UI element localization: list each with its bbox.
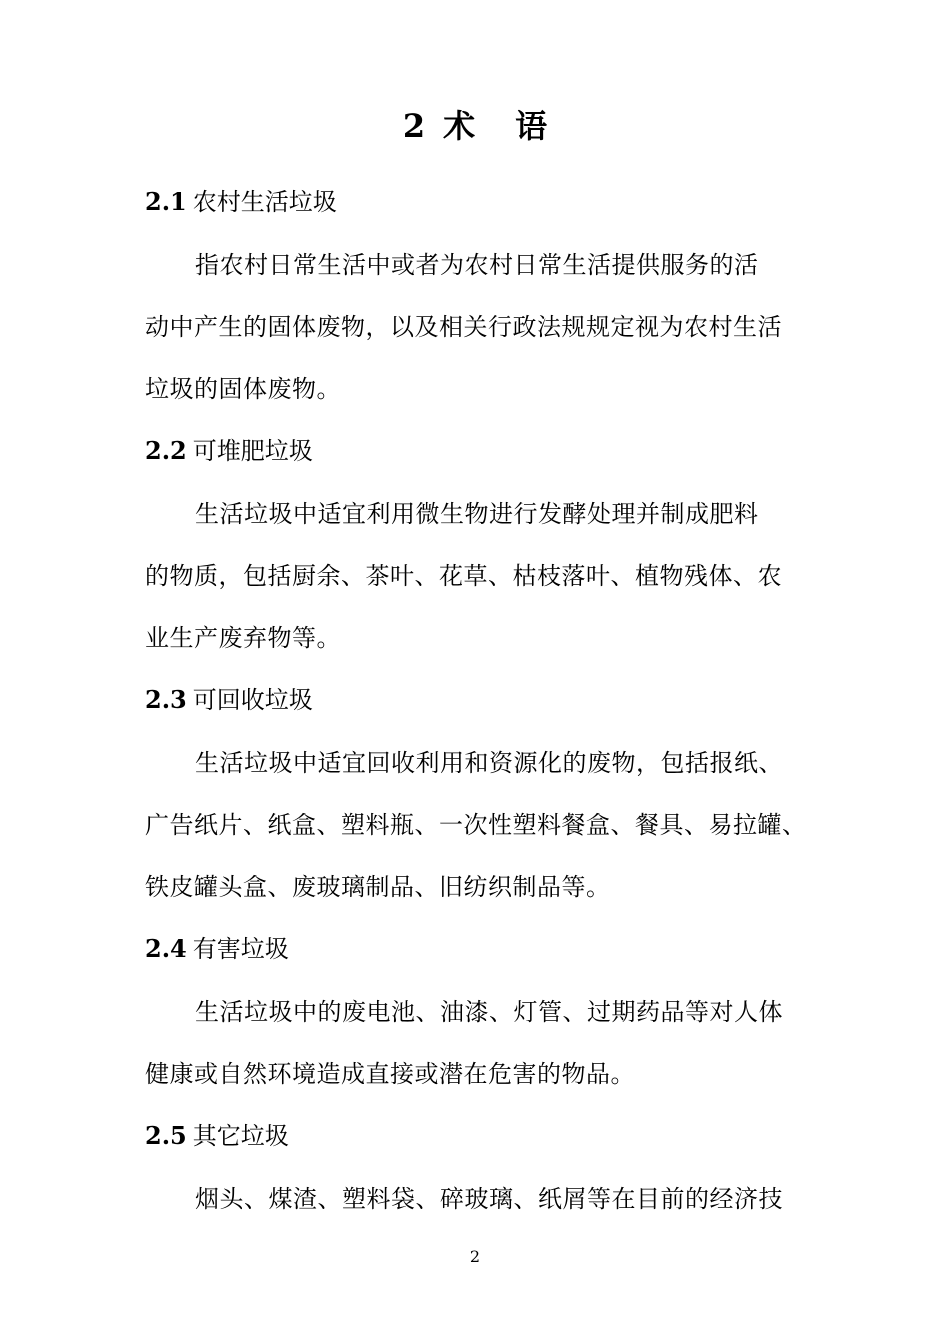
section-number: 2.4 — [145, 934, 187, 963]
section-heading — [145, 186, 337, 218]
chapter-title — [0, 104, 950, 148]
page-number: 2 — [469, 1247, 481, 1266]
section-heading — [145, 1120, 289, 1152]
paragraph-line: 广告纸片、纸盒、塑料瓶、一次性塑料餐盒、餐具、易拉罐、 — [145, 811, 807, 839]
section-number: 2.5 — [145, 1121, 187, 1150]
paragraph-line: 的物质，包括厨余、茶叶、花草、枯枝落叶、植物残体、农 — [145, 562, 782, 590]
section-number: 2.3 — [145, 685, 187, 714]
paragraph-line: 垃圾的固体废物。 — [145, 375, 341, 403]
section-heading — [145, 933, 289, 965]
section-number: 2.1 — [145, 187, 187, 216]
paragraph-line: 铁皮罐头盒、废玻璃制品、旧纺织制品等。 — [145, 873, 611, 901]
section-title: 可回收垃圾 — [192, 686, 313, 714]
paragraph-line: 生活垃圾中适宜利用微生物进行发酵处理并制成肥料 — [195, 500, 759, 528]
section-heading — [145, 684, 313, 716]
chapter-title-char: 语 — [515, 107, 548, 145]
chapter-title-char: 术 — [443, 107, 476, 145]
section-number: 2.2 — [145, 436, 187, 465]
paragraph-line: 生活垃圾中适宜回收利用和资源化的废物，包括报纸、 — [195, 749, 783, 777]
section-title: 其它垃圾 — [192, 1122, 289, 1150]
section-title: 农村生活垃圾 — [192, 188, 337, 216]
paragraph-line: 动中产生的固体废物，以及相关行政法规规定视为农村生活 — [145, 313, 782, 341]
paragraph-line: 生活垃圾中的废电池、油漆、灯管、过期药品等对人体 — [195, 998, 783, 1026]
paragraph-line: 业生产废弃物等。 — [145, 624, 341, 652]
paragraph-line: 烟头、煤渣、塑料袋、碎玻璃、纸屑等在目前的经济技 — [195, 1185, 783, 1213]
paragraph-line: 指农村日常生活中或者为农村日常生活提供服务的活 — [195, 251, 759, 279]
section-heading — [145, 435, 313, 467]
paragraph-line: 健康或自然环境造成直接或潜在危害的物品。 — [145, 1060, 635, 1088]
section-title: 有害垃圾 — [192, 935, 289, 963]
chapter-number: 2 — [402, 107, 426, 145]
section-title: 可堆肥垃圾 — [192, 437, 313, 465]
